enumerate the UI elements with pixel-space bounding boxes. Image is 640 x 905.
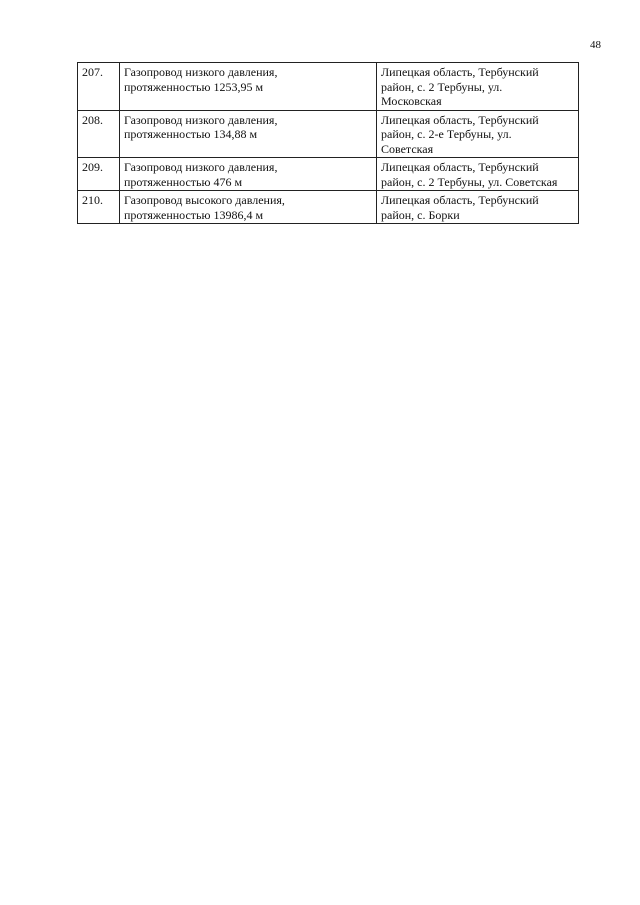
registry-table [77, 62, 579, 224]
object-name-line: протяженностью 1253,95 м [124, 79, 264, 94]
row-number: 209. [78, 158, 120, 191]
object-name-line: протяженностью 476 м [124, 174, 243, 189]
object-location-cell [377, 110, 579, 158]
object-location-cell [377, 191, 579, 224]
object-name-cell [120, 110, 377, 158]
object-location-line: район, с. Борки [381, 207, 460, 222]
object-location-cell [377, 158, 579, 191]
page-number: 48 [590, 39, 601, 51]
object-location-line: Липецкая область, Тербунский [381, 193, 539, 207]
object-location-line: Московская [381, 94, 442, 108]
object-name-line: протяженностью 134,88 м [124, 127, 258, 141]
object-location-line: Липецкая область, Тербунский [381, 112, 539, 127]
table-row [78, 158, 579, 191]
object-name-cell [120, 158, 377, 191]
object-name-cell [120, 63, 377, 111]
row-number: 208. [78, 110, 120, 158]
object-name-line: Газопровод низкого давления, [124, 112, 278, 127]
object-location-line: район, с. 2 Тербуны, ул. Советская [381, 174, 558, 189]
object-location-line: Советская [381, 141, 434, 156]
object-location-line: район, с. 2 Тербуны, ул. [381, 79, 503, 94]
table-row [78, 110, 579, 158]
object-location-cell [377, 63, 579, 111]
row-number: 210. [78, 191, 120, 224]
object-name-line: Газопровод низкого давления, [124, 65, 278, 79]
table-row [78, 63, 579, 111]
object-name-line: Газопровод высокого давления, [124, 193, 285, 207]
object-location-line: Липецкая область, Тербунский [381, 65, 539, 79]
row-number: 207. [78, 63, 120, 111]
object-name-line: Газопровод низкого давления, [124, 160, 278, 174]
object-location-line: Липецкая область, Тербунский [381, 160, 539, 174]
table-row [78, 191, 579, 224]
object-location-line: район, с. 2-е Тербуны, ул. [381, 127, 512, 141]
object-name-cell [120, 191, 377, 224]
object-name-line: протяженностью 13986,4 м [124, 207, 264, 222]
